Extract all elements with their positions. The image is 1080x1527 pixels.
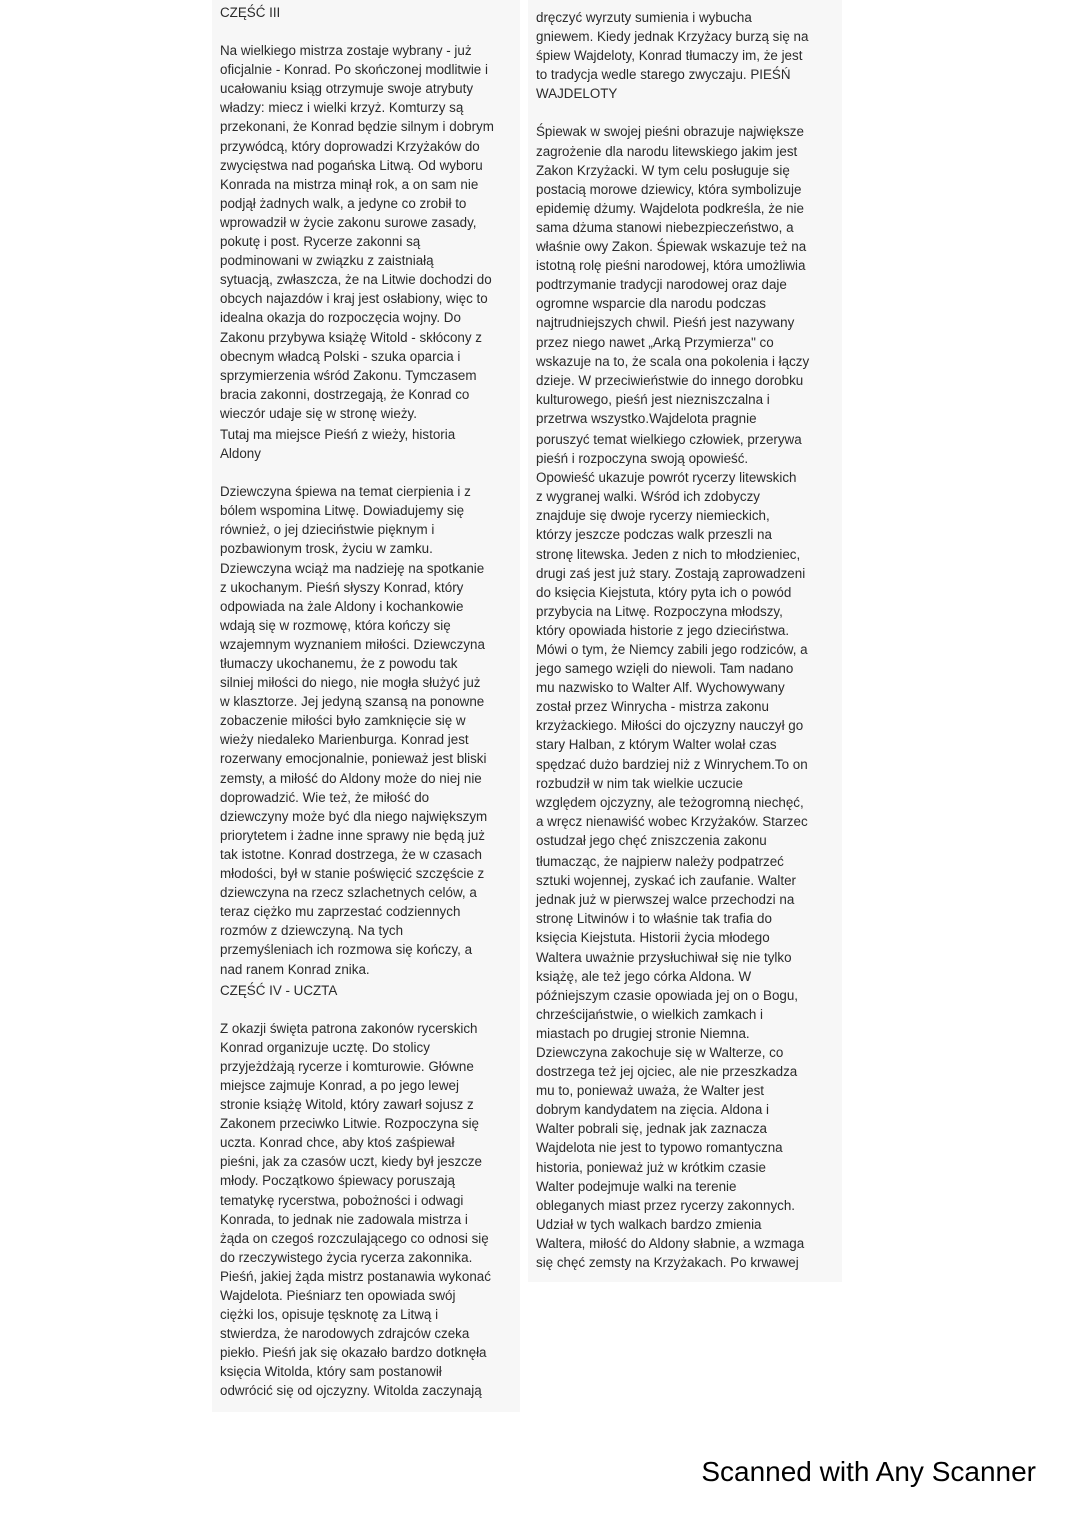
paragraph: poruszyć temat wielkiego człowiek, przerywa pieśń i rozpoczyna swoją opowieść. Opowieść ukazuje powrót rycerzy litewskich z wygranej walki. Wśród ich zdobyczy znajduje się dwoje rycerzy niemieckich, którzy jeszcze podczas walk przeszli na stronę litewska. Jeden z nich to młodzieniec, drugi zaś jest już stary. Zostają zaprowadzeni do księcia Kiejstuta, który pyta ich o powód przybycia na Litwę. Rozpoczyna młodszy, który opowiada historie z jego dzieciństwa. Mówi o tym, że Niemcy zabili jego rodziców, a jego samego wzięli do niewoli. Tam nadano mu nazwisko to Walter Alf. Wychowywany został przez Winrycha - mistrza zakonu krzyżackiego. Miłości do ojczyzny nauczył go stary Halban, z którym Walter wolał czas spędzać dużo bardziej niż z Winrychem.To on rozbudził w nim tak wielkie uczucie względem ojczyzny, ale teżogromną niechęć, a wręcz nienawiść wobec Krzyżaków. Starzec ostudzał jego chęć zniszczenia zakonu xyxy=(536,431,808,848)
scanner-watermark: Scanned with Any Scanner xyxy=(701,1456,1036,1487)
paragraph: Dziewczyna śpiewa na temat cierpienia i z bólem wspomina Litwę. Dowiadujemy się również, o jej dzieciństwie pięknym i pozbawionym trosk, życiu w zamku. Dziewczyna wciąż ma nadzieję na spotkanie z ukochanym. Pieśń słyszy Konrad, który odpowiada na żale Aldony i kochankowie wdają się w rozmowę, która kończy się wzajemnym wyznaniem miłości. Dziewczyna tłumaczy ukochanemu, że z powodu tak silniej miłości do niego, nie mogła służyć już w klasztorze. Jej jedyną szansą na ponowne zobaczenie miłości było zamknięcie się w wieży niedaleko Marienburga. Konrad jest rozerwany emocjonalnie, ponieważ jest bliski zemsty, a miłość do Aldony może do niej nie doprowadzić. Wie też, że miłość do dziewczyny może być dla niego największym priorytetem i żadne inne sprawy nie będą już tak istotne. Konrad dostrzega, że w czasach młodości, był w stanie poświęcić szczęście z dziewczyna na rzecz szlachetnych celów, a teraz ciężko mu zaprzestać codziennych rozmów z dziewczyną. Na tych przemyśleniach ich rozmowa się kończy, a nad ranem Konrad znika. xyxy=(220,484,488,977)
paragraph: dręczyć wyrzuty sumienia i wybucha gniewem. Kiedy jednak Krzyżacy burzą się na śpiew Wajdeloty, Konrad tłumaczy im, że jest to tradycja wedle starego zwyczaju. PIEŚŃ WAJDELOTY xyxy=(536,10,809,102)
paragraph: tłumacząc, że najpierw należy podpatrzeć sztuki wojennej, zyskać ich zaufanie. Walter jednak już w pierwszej walce przechodzi na stronę Litwinów i to właśnie tak trafia do księcia Kiejstuta. Historii życia młodego Waltera uważnie przysłuchiwał się nie tylko książę, ale też jego córka Aldona. W późniejszym czasie opowiada jej on o Bogu, chrześcijaństwie, o wielkich zamkach i miastach po drugiej stronie Niemna. Dziewczyna zakochuje się w Walterze, co dostrzega też jej ojciec, ale nie przeszkadza mu to, ponieważ uważa, że Walter jest dobrym kandydatem na zięcia. Aldona i Walter pobrali się, jednak jak zaznacza Wajdelota nie jest to typowo romantyczna historia, ponieważ już w krótkim czasie Walter podejmuje walki na terenie obleganych miast przez rycerzy zakonnych. Udział w tych walkach bardzo zmienia Waltera, miłość do Aldony słabnie, a wzmaga się chęć zemsty na Krzyżakach. Po krwawej xyxy=(536,854,805,1270)
paragraph: Z okazji święta patrona zakonów rycerskich Konrad organizuje ucztę. Do stolicy przyjeżdżają rycerze i komturowie. Główne miejsce zajmuje Konrad, a po jego lewej stronie książę Witold, który zawarł sojusz z Zakonem przeciwko Litwie. Rozpoczyna się uczta. Konrad chce, aby ktoś zaśpiewał pieśni, jak za czasów uczt, kiedy był jeszcze młody. Początkowo śpiewacy poruszają tematykę rycerstwa, pobożności i odwagi Konrada, to jednak nie zadowala mistrza i żąda on czegoś rozczulającego co odnosi się do rzeczywistego życia rycerza zakonnika. Pieśń, jakiej żąda mistrz postanawia wykonać Wajdelota. Pieśniarz ten opowiada swój ciężki los, opisuje tęsknotę za Litwą i stwierdza, że narodowych zdrajców czeka piekło. Pieśń jak się okazało bardzo dotknęła księcia Witolda, który sam postanowił odwrócić się od ojczyzny. Witolda zaczynają xyxy=(220,1020,491,1399)
right-text-column xyxy=(528,0,842,1282)
part-4-heading: CZĘŚĆ IV - UCZTA xyxy=(220,982,338,998)
left-text-column xyxy=(212,0,520,1412)
paragraph: Na wielkiego mistrza zostaje wybrany - już oficjalnie - Konrad. Po skończonej modlitwie i ucałowaniu ksiąg otrzymuje swoje atrybuty władzy: miecz i wielki krzyż. Komturzy są przekonani, że Konrad będzie silnym i dobrym przywódcą, który doprowadzi Krzyżaków do zwycięstwa nad pogańska Litwą. Od wyboru Konrada na mistrza minął rok, a on sam nie podjął żadnych walk, a jedyne co zrobił to wprowadził w życie zakonu surowe zasady, pokutę i post. Rycerze zakonni są podminowani w związku z zaistniałą sytuacją, zwłaszcza, że na Litwie dochodzi do obcych najazdów i kraj jest osłabiony, więc to idealna okazja do rozpoczęcia wojny. Do Zakonu przybywa książę Witold - skłócony z obecnym władcą Polski - szuka oparcia i sprzymierzenia wśród Zakonu. Tymczasem bracia zakonni, dostrzegają, że Konrad co wieczór udaje się w stronę wieży. xyxy=(220,43,494,421)
paragraph: Śpiewak w swojej pieśni obrazuje największe zagrożenie dla narodu litewskiego jakim jest Zakon Krzyżacki. W tym celu posługuje się postacią morowe dziewicy, która symbolizuje epidemię dżumy. Wajdelota podkreśla, że nie sama dżuma stanowi niebezpieczeństwo, a właśnie owy Zakon. Śpiewak wskazuje też na istotną rolę pieśni narodowej, która umożliwia podtrzymanie tradycji narodowej oraz daje ogromne wsparcie dla narodu podczas najtrudniejszych chwil. Pieśń jest nazywany przez niego nawet „Arką Przymierza" co wskazuje na to, że scala ona pokolenia i łączy dzieje. W przeciwieństwie do innego dorobku kulturowego, pieśń jest niezniszczalna i przetrwa wszystko.Wajdelota pragnie xyxy=(536,124,810,426)
part-3-heading: CZĘŚĆ III xyxy=(220,5,281,20)
paragraph: Tutaj ma miejsce Pieśń z wieży, historia Aldony xyxy=(220,426,456,462)
